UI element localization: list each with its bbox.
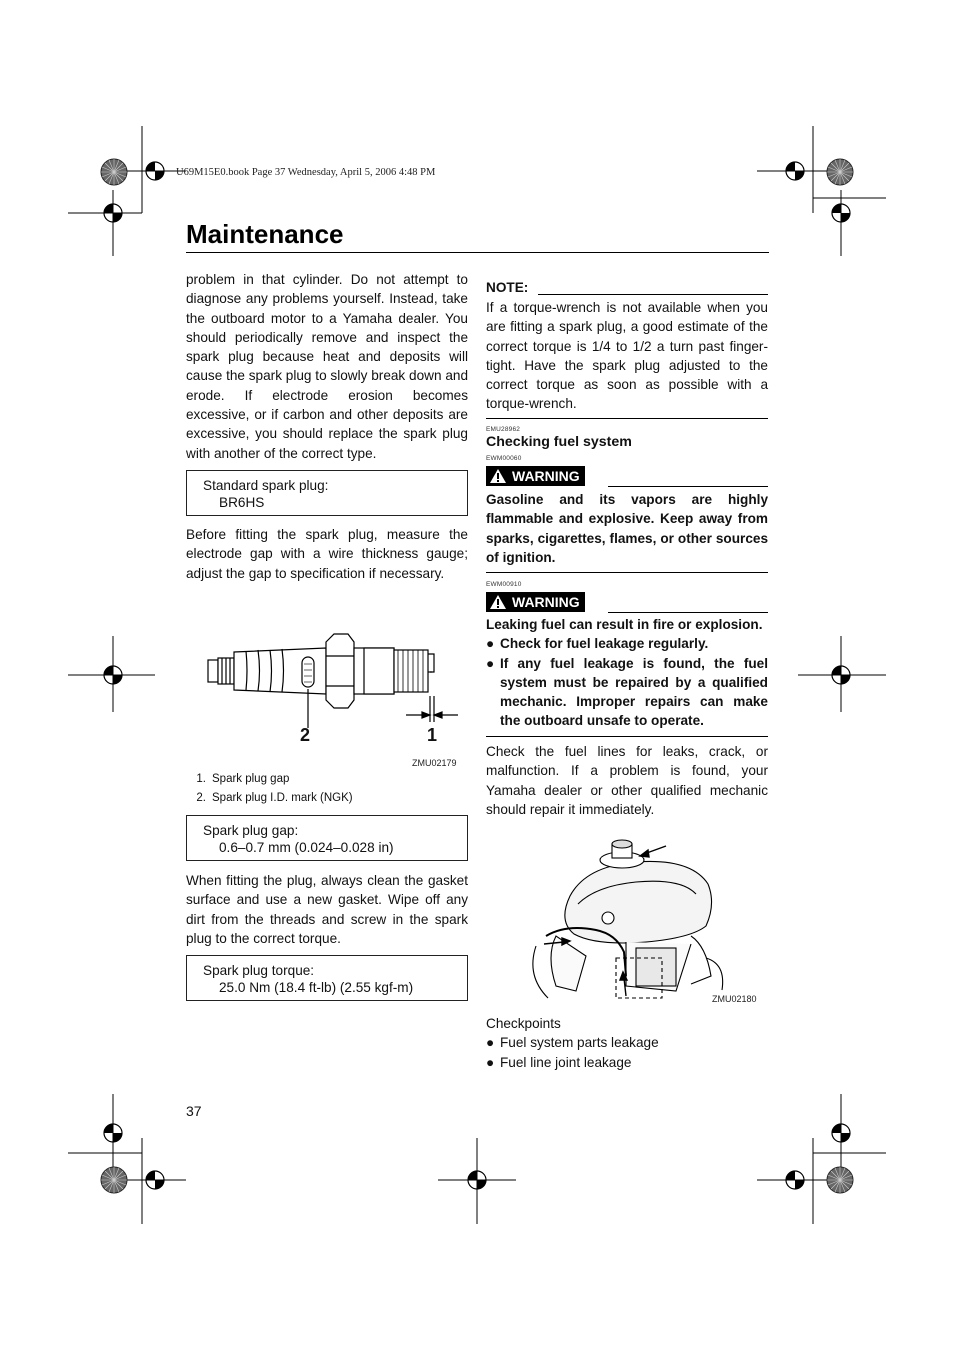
- warning-badge-1: WARNING: [486, 466, 585, 488]
- fuel-system-illustration: [486, 826, 768, 1006]
- callout-2: 2: [300, 725, 311, 745]
- checkpoints-heading: Checkpoints: [486, 1016, 561, 1031]
- warning-lead: Leaking fuel can result in fire or explosion.: [486, 617, 763, 632]
- section-code: EMU28962: [486, 426, 521, 433]
- check-paragraph: Check the fuel lines for leaks, crack, or malfunction. If a problem is found, your Yamaha dealer or other qualified mechanic should repair it immediately.: [486, 744, 768, 817]
- caption-item: 2. Spark plug I.D. mark (NGK): [196, 791, 353, 804]
- list-item: ● If any fuel leakage is found, the fuel system must be repaired by a qualified mechanic. Improper repairs can make the outboard unsafe to operate.: [486, 655, 768, 729]
- warning-code-1: EWM00060: [486, 455, 522, 462]
- checkpoints-block: [486, 1014, 768, 1072]
- warning-rule-2: [608, 612, 768, 613]
- figure-code-2: ZMU02180: [712, 994, 757, 1004]
- warning-text-1: Gasoline and its vapors are highly flammable and explosive. Keep away from sparks, cigarettes, flames, or other sources of ignition.: [486, 492, 768, 565]
- spec-value: 0.6–0.7 mm (0.024–0.028 in): [219, 839, 394, 855]
- page-number: 37: [186, 1103, 202, 1119]
- warning-code-2: EWM00910: [486, 581, 522, 588]
- subsection-heading: Checking fuel system: [486, 434, 632, 450]
- plug-torque-spec-box: [186, 955, 468, 1001]
- spec-label: Standard spark plug:: [203, 478, 329, 493]
- note-rule: [538, 294, 768, 295]
- spec-label: Spark plug gap:: [203, 823, 299, 838]
- note-heading: NOTE:: [486, 280, 529, 295]
- fitting-paragraph: When fitting the plug, always clean the gasket surface and use a new gasket. Wipe off any dirt from the threads and screw in the spark plug to the correct torque.: [186, 873, 468, 946]
- book-file-line: U69M15E0.book Page 37 Wednesday, April 5, 2006 4:48 PM: [176, 167, 436, 178]
- title-rule: [186, 252, 769, 253]
- list-item: ● Check for fuel leakage regularly.: [486, 636, 709, 652]
- intro-paragraph: problem in that cylinder. Do not attempt to diagnose any problems yourself. Instead, take the outboard motor to a Yamaha dealer. You should periodically remove and inspect the spark plug because heat and deposits will cause the spark plug to slowly break down and erode. If electrode erosion becomes excessive, or if carbon and other deposits are excessive, you should replace the spark plug with another of the correct type.: [186, 272, 468, 461]
- warning-end-rule-2: [486, 736, 768, 737]
- spec-label: Spark plug torque:: [203, 963, 315, 978]
- note-text: If a torque-wrench is not available when you are fitting a spark plug, a good estimate of the correct torque is 1/4 to 1/2 a turn past finger-tight. Have the spark plug adjusted to the correct torque as soon as possible with a torque-wrench.: [486, 300, 768, 412]
- warning-block-2: [486, 615, 768, 731]
- note-end-rule: [486, 418, 768, 419]
- warning-triangle-icon: [490, 469, 506, 483]
- figure-captions: [190, 770, 470, 807]
- list-item: ● Fuel system parts leakage: [486, 1035, 659, 1051]
- spark-plug-illustration: [186, 600, 468, 775]
- list-item: ● Fuel line joint leakage: [486, 1054, 632, 1070]
- plug-gap-spec-box: [186, 815, 468, 861]
- checkpoints-list: [486, 1033, 768, 1072]
- warning-bullets: [486, 634, 768, 730]
- figure-code-1: ZMU02179: [412, 758, 457, 768]
- gap-paragraph: Before fitting the spark plug, measure the electrode gap with a wire thickness gauge; adjust the gap to specification if necessary.: [186, 527, 468, 581]
- warning-triangle-icon: [490, 595, 506, 609]
- warning-badge-2: WARNING: [486, 592, 585, 614]
- standard-plug-spec-box: [186, 470, 468, 516]
- warning-rule-1: [608, 486, 768, 487]
- spec-value: BR6HS: [219, 494, 265, 510]
- caption-item: 1. Spark plug gap: [196, 773, 290, 785]
- spec-value: 25.0 Nm (18.4 ft-lb) (2.55 kgf-m): [219, 979, 414, 995]
- section-title: Maintenance: [186, 219, 344, 249]
- warning-end-rule-1: [486, 572, 768, 573]
- callout-1: 1: [427, 725, 438, 745]
